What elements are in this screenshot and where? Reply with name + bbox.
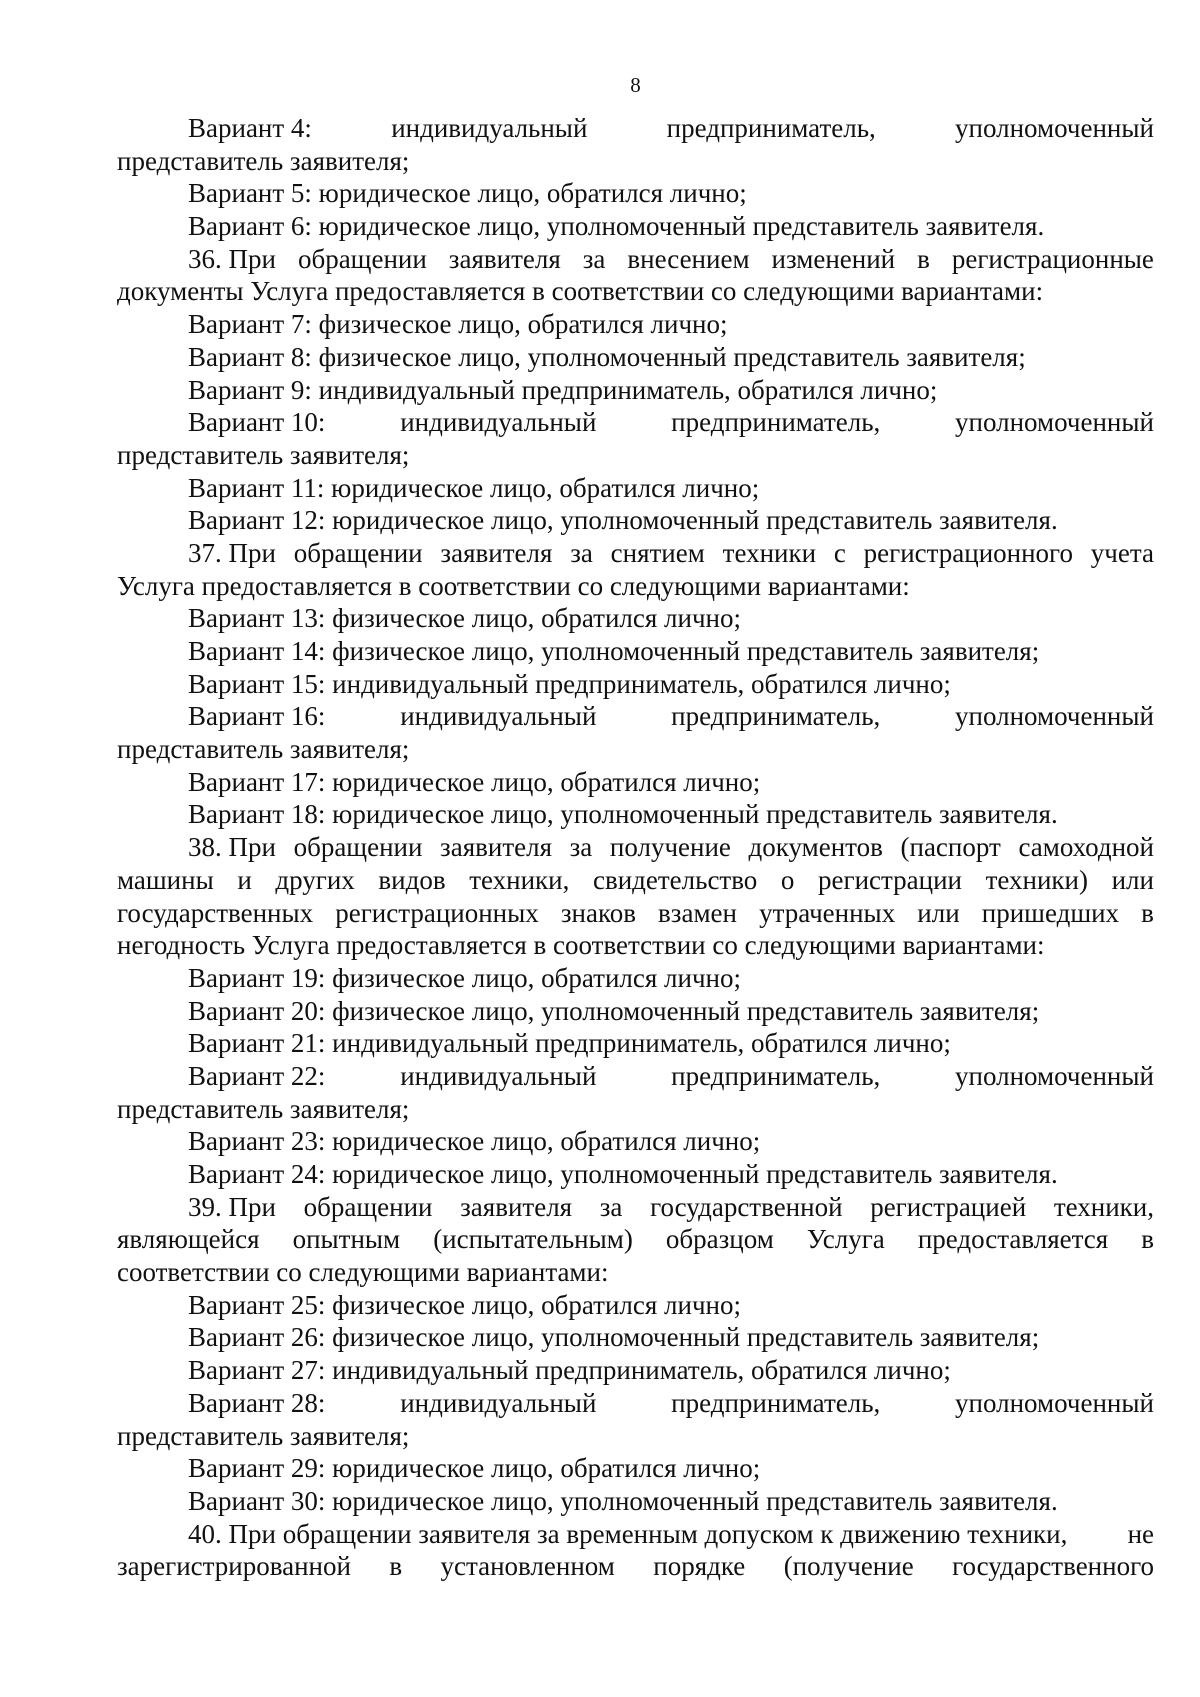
text-content: Услуга предоставляется в соответствии со следующими вариантами: — [117, 570, 910, 601]
text-word: (паспорт — [900, 832, 1001, 863]
text-word: машины — [117, 864, 214, 895]
text-content: документы Услуга предоставляется в соответствии со следующими вариантами: — [117, 276, 1044, 307]
text-line — [117, 145, 1154, 178]
text-word: предприниматель, — [671, 1060, 881, 1091]
text-line — [117, 112, 1154, 145]
text-line — [117, 1485, 1154, 1518]
text-content: Вариант 23: юридическое лицо, обратился лично; — [188, 1126, 761, 1157]
text-word: индивидуальный — [391, 113, 588, 143]
text-content: Вариант 12: юридическое лицо, уполномоченный представитель заявителя. — [188, 505, 1058, 536]
text-word: за — [569, 832, 593, 863]
text-word: в — [917, 243, 930, 274]
text-word: Вариант 4: — [188, 113, 312, 143]
text-line — [117, 504, 1154, 537]
text-word: с — [833, 537, 846, 568]
text-content: Вариант 8: физическое лицо, уполномоченный представитель заявителя; — [188, 341, 1026, 372]
text-word: техники, — [469, 864, 570, 895]
text-word: не — [1127, 1518, 1154, 1549]
text-word: обращении — [303, 1191, 433, 1222]
text-word: государственных — [117, 897, 314, 928]
text-word: 36. При — [188, 243, 276, 274]
text-word: Услуга — [806, 1224, 885, 1255]
text-word: знаков — [560, 897, 636, 928]
text-word: (получение — [783, 1551, 914, 1582]
text-content: представитель заявителя; — [117, 145, 410, 176]
text-word: снятием — [610, 537, 705, 568]
text-content: Вариант 17: юридическое лицо, обратился лично; — [188, 766, 761, 797]
text-word: 37. При — [188, 537, 276, 568]
text-content: Вариант 29: юридическое лицо, обратился лично; — [188, 1453, 761, 1484]
text-content: Вариант 26: физическое лицо, уполномоченный представитель заявителя; — [188, 1322, 1040, 1353]
text-line — [117, 766, 1154, 799]
text-word: 40. При обращении заявителя за временным допуском к движению техники, — [188, 1518, 1068, 1549]
text-word: в — [389, 1551, 403, 1582]
text-line — [117, 897, 1154, 930]
text-word: Вариант 28: — [188, 1387, 326, 1418]
page-number: 8 — [630, 73, 641, 97]
text-word: зарегистрированной — [117, 1551, 351, 1582]
text-word: заявителя — [460, 1191, 573, 1222]
text-content: Вариант 9: индивидуальный предприниматель, обратился лично; — [188, 374, 938, 405]
text-line — [117, 1452, 1154, 1485]
text-word: Вариант 10: — [188, 407, 326, 438]
text-line — [117, 1027, 1154, 1060]
text-line — [117, 570, 1154, 603]
text-line — [117, 1387, 1154, 1420]
text-word: регистрационные — [951, 243, 1154, 274]
text-content: Вариант 13: физическое лицо, обратился лично; — [188, 603, 741, 634]
text-content: Вариант 18: юридическое лицо, уполномоченный представитель заявителя. — [188, 799, 1058, 830]
text-content: Вариант 30: юридическое лицо, уполномоченный представитель заявителя. — [188, 1485, 1058, 1516]
text-word: получение — [609, 832, 731, 863]
text-content: соответствии со следующими вариантами: — [117, 1257, 609, 1288]
text-word: за — [570, 537, 593, 568]
text-word: учета — [1090, 537, 1154, 568]
text-line — [117, 1420, 1154, 1453]
text-word: свидетельство — [592, 864, 758, 895]
text-word: уполномоченный — [955, 701, 1154, 732]
text-content: негодность Услуга предоставляется в соответствии со следующими вариантами: — [117, 930, 1045, 961]
text-line — [117, 243, 1154, 276]
text-word: государственной — [650, 1191, 843, 1222]
text-word: техники, — [1053, 1191, 1154, 1222]
text-word: или — [1111, 864, 1154, 895]
text-word: индивидуальный — [400, 701, 597, 732]
text-line — [117, 798, 1154, 831]
text-line — [117, 962, 1154, 995]
text-word: обращении — [293, 537, 423, 568]
text-content: представитель заявителя; — [117, 1093, 410, 1124]
text-line — [117, 439, 1154, 472]
text-line — [117, 472, 1154, 505]
text-word: внесением — [627, 243, 750, 274]
text-word: документов — [748, 832, 883, 863]
text-line — [117, 1223, 1154, 1256]
text-content: Вариант 11: юридическое лицо, обратился лично; — [188, 472, 760, 503]
text-word: индивидуальный — [400, 1387, 597, 1418]
text-word: предприниматель, — [666, 113, 876, 143]
text-word: являющейся — [117, 1224, 260, 1255]
text-line — [117, 406, 1154, 439]
text-word: заявителя — [448, 243, 561, 274]
text-word: за — [582, 243, 606, 274]
text-word: уполномоченный — [955, 1060, 1154, 1091]
text-line — [117, 602, 1154, 635]
text-line — [117, 1158, 1154, 1191]
text-word: техники) — [985, 864, 1088, 895]
text-word: в — [1141, 897, 1154, 928]
text-word: установленном — [440, 1551, 615, 1582]
text-word: заявителя — [440, 832, 552, 863]
text-word: в — [1141, 1224, 1154, 1255]
text-line — [117, 1289, 1154, 1322]
text-word: других — [275, 864, 355, 895]
text-content: Вариант 7: физическое лицо, обратился лично; — [188, 309, 728, 340]
text-line — [117, 1093, 1154, 1126]
text-word: техники — [722, 537, 817, 568]
text-word: или — [917, 897, 960, 928]
text-content: Вариант 14: физическое лицо, уполномоченный представитель заявителя; — [188, 636, 1040, 666]
text-word: изменений — [771, 243, 896, 274]
text-line — [117, 1321, 1154, 1354]
text-word: опытным — [292, 1224, 401, 1255]
text-line — [117, 864, 1154, 897]
text-word: Вариант 22: — [188, 1060, 326, 1091]
text-line — [117, 275, 1154, 308]
text-line — [117, 374, 1154, 407]
text-content: Вариант 27: индивидуальный предприниматель, обратился лично; — [188, 1355, 951, 1386]
text-content: Вариант 5: юридическое лицо, обратился лично; — [188, 178, 747, 209]
text-line — [117, 1354, 1154, 1387]
text-word: порядке — [653, 1551, 746, 1582]
text-line — [117, 177, 1154, 210]
text-word: пришедших — [981, 897, 1120, 928]
text-word: обращении — [293, 832, 423, 863]
text-line — [117, 308, 1154, 341]
text-content: Вариант 19: физическое лицо, обратился лично; — [188, 962, 741, 993]
text-word: самоходной — [1018, 832, 1154, 863]
text-word: государственного — [952, 1551, 1154, 1582]
text-word: видов — [378, 864, 446, 895]
text-word: обращении — [297, 243, 427, 274]
text-content: Вариант 6: юридическое лицо, уполномоченный представитель заявителя. — [188, 211, 1045, 242]
text-word: о — [780, 864, 795, 895]
text-word: предоставляется — [917, 1224, 1109, 1255]
text-word: уполномоченный — [955, 1387, 1154, 1418]
text-word: 38. При — [188, 832, 276, 863]
text-word: 39. При — [188, 1191, 276, 1222]
text-line — [117, 341, 1154, 374]
text-word: регистрационных — [335, 897, 539, 928]
text-word: регистрацией — [870, 1191, 1027, 1222]
text-line — [117, 995, 1154, 1028]
text-word: предприниматель, — [671, 1387, 881, 1418]
text-word: заявителя — [440, 537, 553, 568]
text-line — [117, 831, 1154, 864]
text-content: Вариант 21: индивидуальный предприниматель, обратился лично; — [188, 1028, 951, 1059]
text-content: Вариант 24: юридическое лицо, уполномоченный представитель заявителя. — [188, 1159, 1058, 1189]
text-word: индивидуальный — [400, 1060, 597, 1091]
text-word: взамен — [658, 897, 737, 928]
text-line — [117, 1060, 1154, 1093]
text-word: и — [237, 864, 252, 895]
text-word: утраченных — [759, 897, 896, 928]
text-word: за — [599, 1191, 623, 1222]
text-line — [117, 668, 1154, 701]
text-content: представитель заявителя; — [117, 1420, 410, 1451]
document-body — [117, 112, 1154, 1583]
text-word: предприниматель, — [671, 407, 881, 438]
text-word: уполномоченный — [955, 407, 1154, 438]
text-line — [117, 210, 1154, 243]
text-line — [117, 1191, 1154, 1224]
text-content: Вариант 20: физическое лицо, уполномоченный представитель заявителя; — [188, 995, 1040, 1026]
text-word: индивидуальный — [400, 407, 597, 438]
text-content: представитель заявителя; — [117, 734, 410, 765]
text-line — [117, 700, 1154, 733]
text-word: (испытательным) — [433, 1224, 633, 1255]
text-line — [117, 1256, 1154, 1289]
text-word: уполномоченный — [955, 113, 1154, 143]
text-word: регистрационного — [863, 537, 1073, 568]
text-line — [117, 1518, 1154, 1551]
text-line — [117, 929, 1154, 962]
text-line — [117, 537, 1154, 570]
text-line — [117, 635, 1154, 668]
text-word: регистрации — [818, 864, 962, 895]
text-line — [117, 733, 1154, 766]
text-word: образцом — [665, 1224, 774, 1255]
text-content: Вариант 25: физическое лицо, обратился лично; — [188, 1289, 741, 1320]
text-word: предприниматель, — [671, 701, 881, 732]
text-line — [117, 1125, 1154, 1158]
text-content: Вариант 15: индивидуальный предприниматель, обратился лично; — [188, 668, 951, 699]
text-word: Вариант 16: — [188, 701, 326, 732]
text-line — [117, 1550, 1154, 1583]
text-content: представитель заявителя; — [117, 439, 410, 470]
